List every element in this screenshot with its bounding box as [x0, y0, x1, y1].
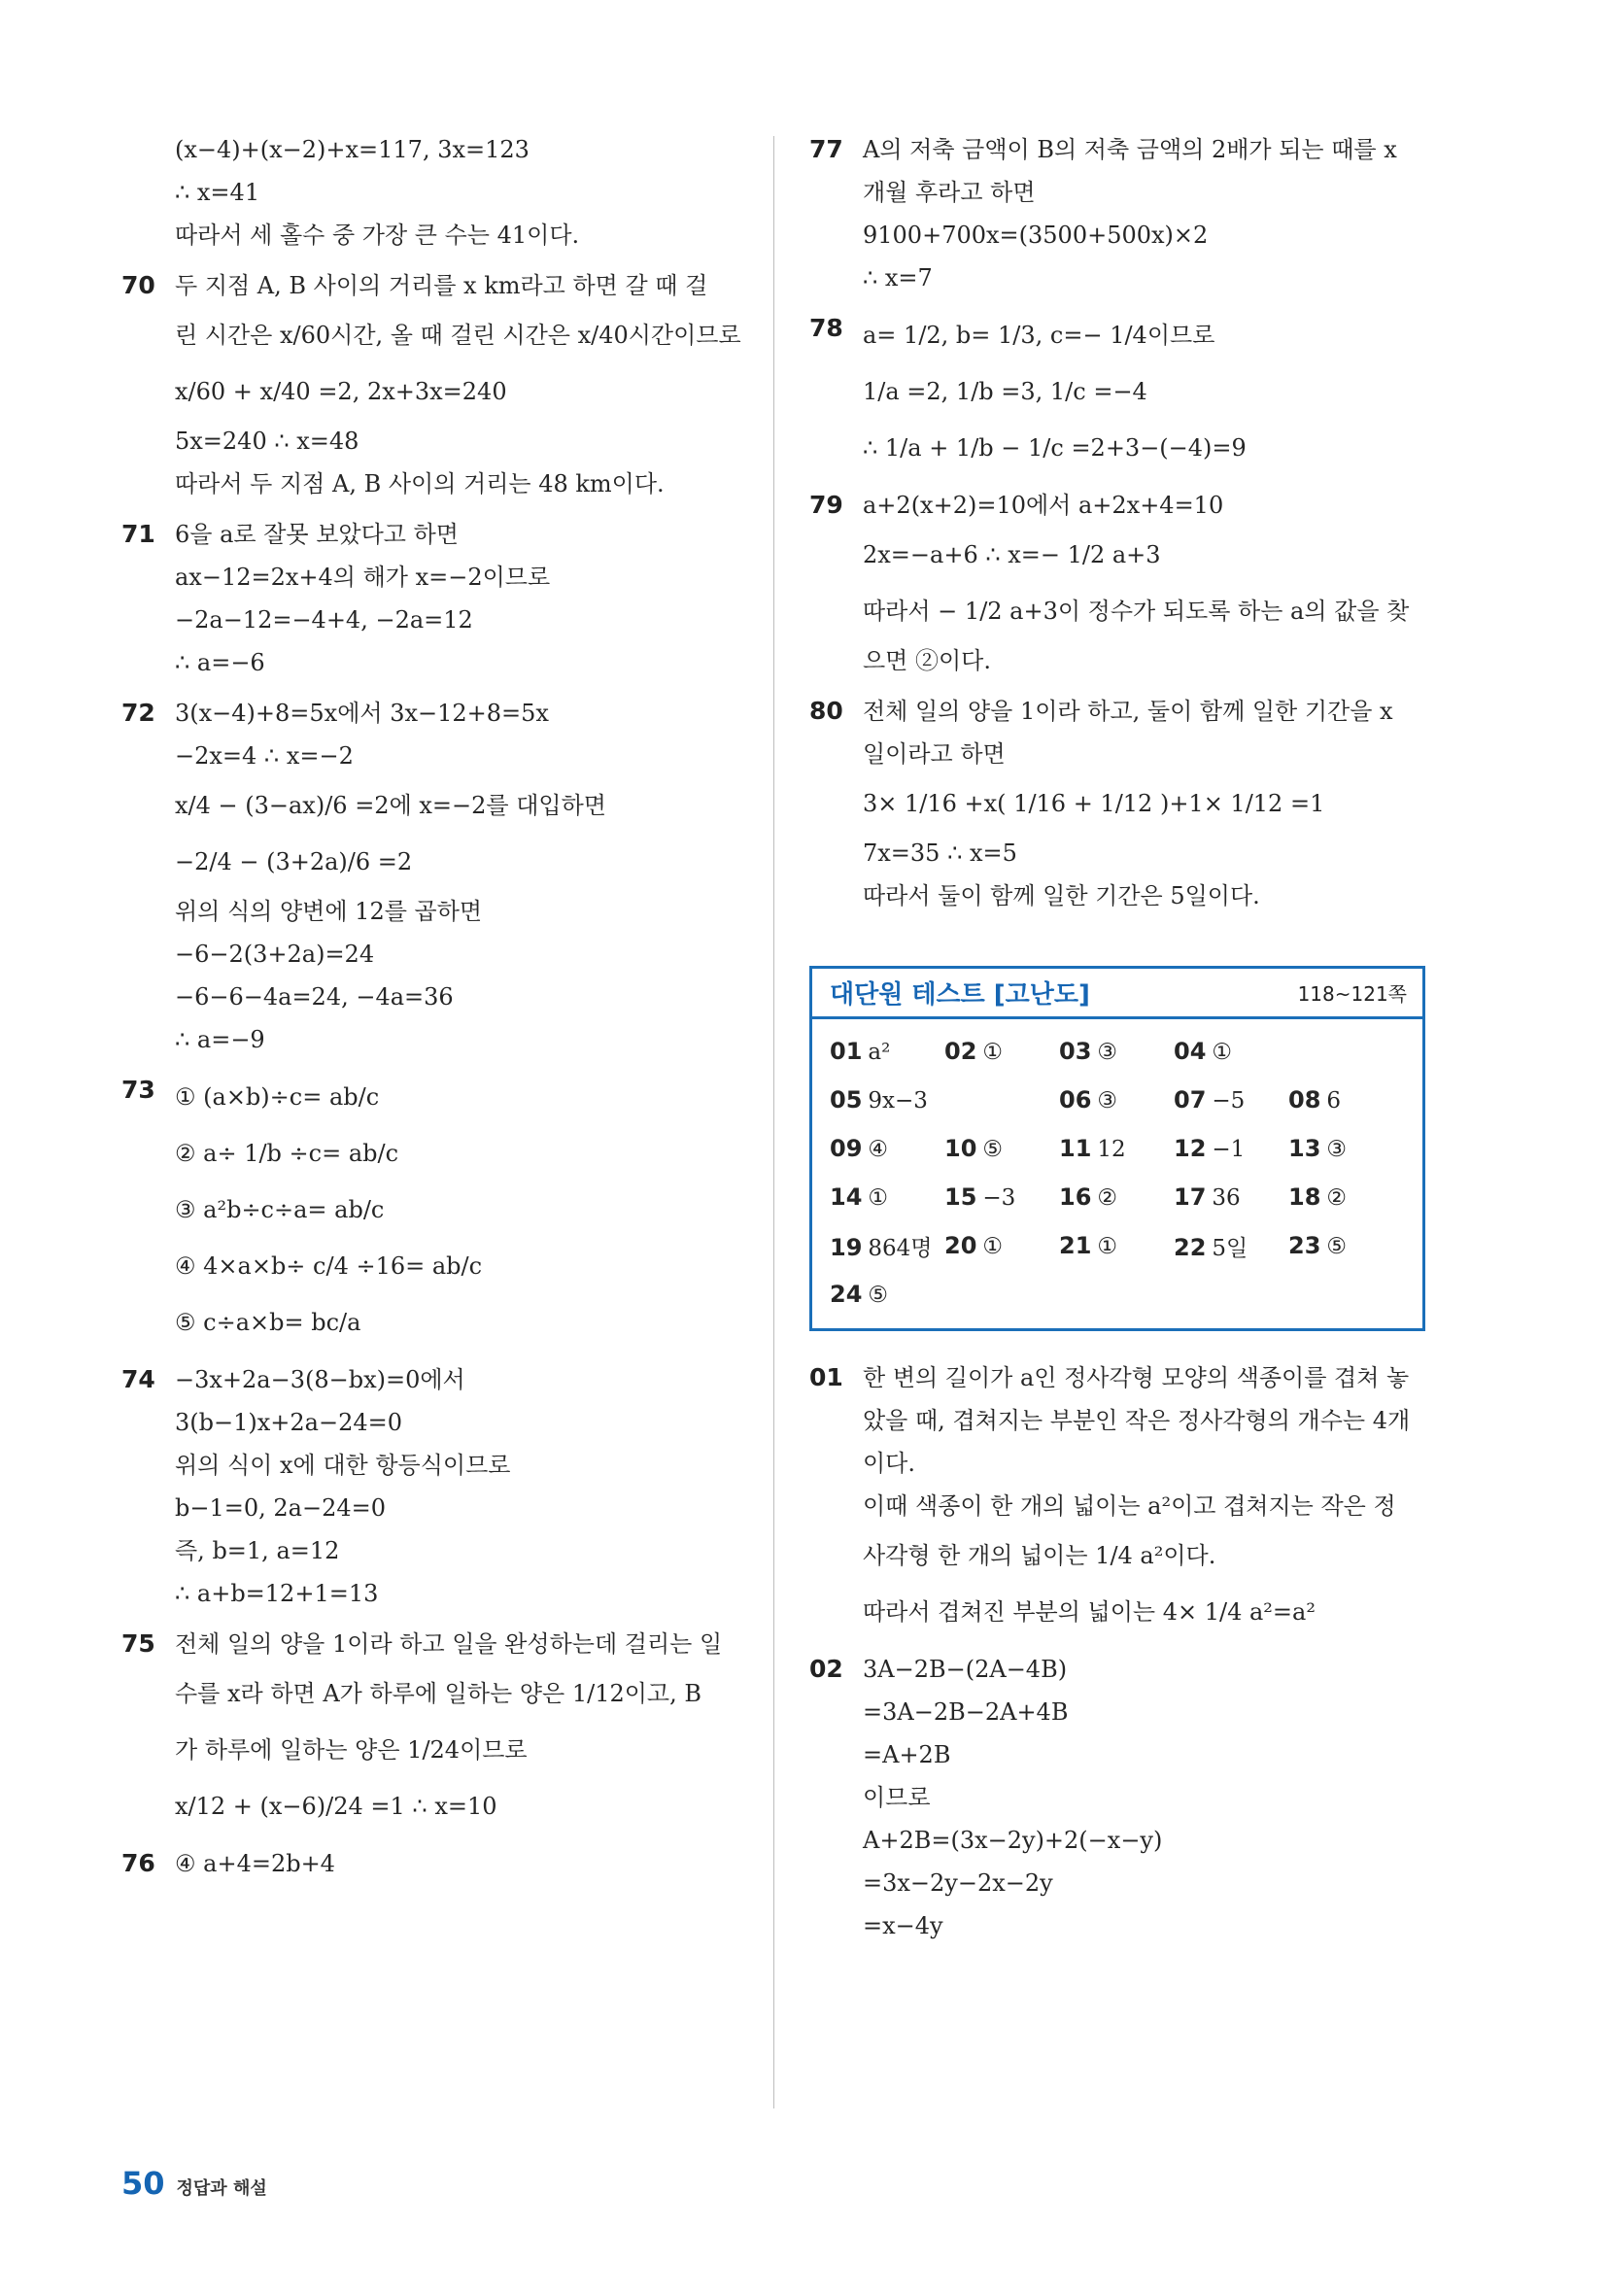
answer-cell [1288, 1232, 1403, 1259]
answer-number: 08 [1288, 1086, 1321, 1114]
solution-line: a+2(x+2)=10에서 a+2x+4=10 [863, 492, 1224, 519]
answer-cell [830, 1183, 944, 1211]
solution-line: 이므로 [863, 1784, 931, 1811]
solution-line: ∴ a=−9 [175, 1026, 265, 1053]
answer-cell [1174, 1038, 1288, 1065]
solution-line: 이다. [863, 1450, 915, 1477]
answer-value: ③ [1326, 1137, 1348, 1162]
answer-value: 36 [1212, 1185, 1241, 1211]
solution-line: −2x=4 ∴ x=−2 [175, 742, 354, 770]
answer-box [809, 966, 1425, 1331]
solution-line: 사각형 한 개의 넓이는 1/4 a²이다. [863, 1542, 1216, 1569]
solution-line: a= 1/2, b= 1/3, c=− 1/4이므로 [863, 322, 1215, 349]
answer-value: 6 [1326, 1088, 1342, 1114]
solution-line: 일이라고 하면 [863, 740, 1006, 768]
solution-line: =x−4y [863, 1912, 943, 1939]
answer-cell [1059, 1232, 1174, 1259]
problem-02 [809, 1648, 1431, 1947]
solution-line: −6−6−4a=24, −4a=36 [175, 983, 454, 1011]
solution-line: ∴ x=41 [175, 179, 260, 206]
problem-72 [121, 692, 743, 1061]
solution-line: ④ 4×a×b÷ c/4 ÷16= ab/c [175, 1252, 483, 1280]
solution-line: A의 저축 금액이 B의 저축 금액의 2배가 되는 때를 x [863, 136, 1397, 163]
answer-number: 14 [830, 1183, 863, 1211]
answer-value: ⑤ [1326, 1234, 1348, 1259]
problem-71 [121, 513, 743, 684]
problem-number: 70 [121, 271, 155, 299]
solution-line: −6−2(3+2a)=24 [175, 941, 375, 968]
page-number: 50 [121, 2165, 165, 2202]
solution-line: =A+2B [863, 1741, 951, 1768]
answer-cell [1174, 1183, 1288, 1211]
answer-value: ① [1212, 1040, 1233, 1065]
solution-line: 따라서 두 지점 A, B 사이의 거리는 48 km이다. [175, 470, 665, 497]
answer-value: ① [982, 1234, 1004, 1259]
answer-number: 21 [1059, 1232, 1092, 1259]
answer-number: 04 [1174, 1038, 1207, 1065]
answer-box-header [812, 969, 1422, 1019]
answer-number: 16 [1059, 1183, 1092, 1211]
problem-continued [121, 128, 743, 257]
solution-line: 6을 a로 잘못 보았다고 하면 [175, 521, 459, 548]
answer-row [830, 1221, 1409, 1270]
answer-number: 20 [944, 1232, 977, 1259]
answer-value: a² [868, 1040, 891, 1065]
answer-value: −1 [1212, 1137, 1246, 1162]
answer-number: 01 [830, 1038, 863, 1065]
answer-value: ⑤ [982, 1137, 1004, 1162]
solution-line: 3A−2B−(2A−4B) [863, 1656, 1068, 1683]
answer-value: 12 [1097, 1137, 1126, 1162]
solution-line: x/60 + x/40 =2, 2x+3x=240 [175, 378, 507, 405]
answer-cell [830, 1135, 944, 1162]
answer-number: 15 [944, 1183, 977, 1211]
solution-line: ∴ 1/a + 1/b − 1/c =2+3−(−4)=9 [863, 434, 1247, 462]
solution-line: 전체 일의 양을 1이라 하고 일을 완성하는데 걸리는 일 [175, 1630, 723, 1658]
answer-cell [944, 1086, 1059, 1114]
answer-number: 07 [1174, 1086, 1207, 1114]
solution-line: 위의 식이 x에 대한 항등식이므로 [175, 1452, 511, 1479]
solution-line: 수를 x라 하면 A가 하루에 일하는 양은 1/12이고, B [175, 1680, 702, 1707]
problem-number: 76 [121, 1849, 155, 1877]
solution-line: ① (a×b)÷c= ab/c [175, 1083, 380, 1111]
answer-cell [1059, 1183, 1174, 1211]
problem-80 [809, 690, 1431, 917]
solution-line: 두 지점 A, B 사이의 거리를 x km라고 하면 갈 때 걸 [175, 272, 708, 299]
answer-number: 10 [944, 1135, 977, 1162]
solution-line: 1/a =2, 1/b =3, 1/c =−4 [863, 378, 1147, 405]
solution-line: A+2B=(3x−2y)+2(−x−y) [863, 1827, 1163, 1854]
solution-line: 으면 ②이다. [863, 647, 991, 674]
answer-box-title: 대단원 테스트 [고난도] [830, 980, 1090, 1010]
answer-cell [1174, 1086, 1288, 1114]
answer-number: 17 [1174, 1183, 1207, 1211]
answer-number: 09 [830, 1135, 863, 1162]
answer-box-body [812, 1019, 1422, 1328]
answer-cell [1059, 1135, 1174, 1162]
right-top-problems [809, 128, 1431, 917]
column-divider [773, 136, 774, 2108]
problem-73 [121, 1069, 743, 1351]
answer-cell [1174, 1230, 1288, 1262]
right-column [809, 128, 1431, 1955]
solution-line: ∴ x=7 [863, 264, 933, 291]
answer-number: 22 [1174, 1233, 1207, 1261]
answer-cell [944, 1038, 1059, 1065]
solution-line: ∴ a=−6 [175, 649, 265, 676]
solution-line: 7x=35 ∴ x=5 [863, 840, 1017, 867]
answer-number: 18 [1288, 1183, 1321, 1211]
solution-line: 5x=240 ∴ x=48 [175, 428, 359, 455]
answer-row [830, 1270, 1409, 1319]
answer-cell [1174, 1135, 1288, 1162]
problem-74 [121, 1358, 743, 1615]
solution-line: −2/4 − (3+2a)/6 =2 [175, 848, 413, 875]
solution-line: ③ a²b÷c÷a= ab/c [175, 1196, 385, 1223]
solution-line: 따라서 세 홀수 중 가장 큰 수는 41이다. [175, 222, 580, 249]
problem-number: 79 [809, 491, 843, 519]
answer-cell [830, 1038, 944, 1065]
answer-cell [944, 1135, 1059, 1162]
solution-line: 9100+700x=(3500+500x)×2 [863, 222, 1209, 249]
answer-row [830, 1124, 1409, 1173]
answer-number: 02 [944, 1038, 977, 1065]
solution-line: 즉, b=1, a=12 [175, 1537, 340, 1564]
answer-row [830, 1027, 1409, 1076]
solution-line: −2a−12=−4+4, −2a=12 [175, 606, 473, 634]
solution-line: 위의 식의 양변에 12를 곱하면 [175, 898, 483, 925]
problem-number: 77 [809, 135, 843, 163]
answer-value: ④ [868, 1137, 889, 1162]
solution-line: 3(b−1)x+2a−24=0 [175, 1409, 402, 1436]
solution-line: =3x−2y−2x−2y [863, 1869, 1053, 1897]
problem-79 [809, 484, 1431, 682]
answer-cell [1288, 1086, 1403, 1114]
problem-number: 73 [121, 1076, 155, 1104]
solution-line: =3A−2B−2A+4B [863, 1698, 1069, 1726]
problem-75 [121, 1623, 743, 1834]
solution-line: (x−4)+(x−2)+x=117, 3x=123 [175, 136, 530, 163]
solution-line: x/4 − (3−ax)/6 =2에 x=−2를 대입하면 [175, 792, 606, 819]
answer-number: 03 [1059, 1038, 1092, 1065]
solution-line: ax−12=2x+4의 해가 x=−2이므로 [175, 564, 551, 591]
solution-line: 3(x−4)+8=5x에서 3x−12+8=5x [175, 700, 549, 727]
answer-cell [1059, 1086, 1174, 1114]
answer-number: 13 [1288, 1135, 1321, 1162]
problem-number: 72 [121, 699, 155, 727]
problem-number: 01 [809, 1363, 843, 1391]
solution-line: 한 변의 길이가 a인 정사각형 모양의 색종이를 겹쳐 놓 [863, 1364, 1410, 1391]
solution-line: 2x=−a+6 ∴ x=− 1/2 a+3 [863, 541, 1161, 568]
answer-value: −5 [1212, 1088, 1246, 1114]
answer-cell [944, 1183, 1059, 1211]
solution-line: 개월 후라고 하면 [863, 179, 1036, 206]
answer-number: 11 [1059, 1135, 1092, 1162]
problem-number: 80 [809, 697, 843, 725]
answer-value: ① [868, 1185, 889, 1211]
answer-value: ② [1097, 1185, 1118, 1211]
answer-value: 864명 [868, 1235, 933, 1261]
answer-cell [1059, 1038, 1174, 1065]
answer-cell [830, 1281, 944, 1308]
solution-line: 따라서 − 1/2 a+3이 정수가 되도록 하는 a의 값을 찾 [863, 598, 1410, 625]
problem-number: 71 [121, 520, 155, 548]
solution-line: 이때 색종이 한 개의 넓이는 a²이고 겹쳐지는 작은 정 [863, 1492, 1396, 1520]
answer-value: 9x−3 [868, 1088, 928, 1114]
answer-value: ① [1097, 1234, 1118, 1259]
answer-number: 12 [1174, 1135, 1207, 1162]
right-bottom-problems [809, 1356, 1431, 1947]
solution-line: 3× 1/16 +x( 1/16 + 1/12 )+1× 1/12 =1 [863, 790, 1325, 817]
problem-77 [809, 128, 1431, 299]
solution-line: 따라서 겹쳐진 부분의 넓이는 4× 1/4 a²=a² [863, 1598, 1316, 1626]
answer-value: ⑤ [868, 1283, 889, 1308]
solution-line: 따라서 둘이 함께 일한 기간은 5일이다. [863, 882, 1260, 909]
left-column [121, 128, 743, 1893]
answer-value: ③ [1097, 1040, 1118, 1065]
problem-70 [121, 264, 743, 505]
answer-row [830, 1173, 1409, 1221]
answer-value: ① [982, 1040, 1004, 1065]
answer-value: ② [1326, 1185, 1348, 1211]
problem-number: 75 [121, 1629, 155, 1658]
problem-78 [809, 307, 1431, 476]
problem-number: 02 [809, 1655, 843, 1683]
solution-line: 았을 때, 겹쳐지는 부분인 작은 정사각형의 개수는 4개 [863, 1407, 1411, 1434]
answer-cell [830, 1230, 944, 1262]
answer-value: ③ [1097, 1088, 1118, 1114]
problem-01 [809, 1356, 1431, 1640]
solution-line: ⑤ c÷a×b= bc/a [175, 1309, 361, 1336]
problem-number: 74 [121, 1365, 155, 1393]
answer-number: 05 [830, 1086, 863, 1114]
solution-line: 린 시간은 x/60시간, 올 때 걸린 시간은 x/40시간이므로 [175, 322, 741, 349]
page-footer [121, 2165, 267, 2202]
solution-line: 가 하루에 일하는 양은 1/24이므로 [175, 1736, 528, 1764]
solution-line: b−1=0, 2a−24=0 [175, 1494, 386, 1522]
solution-line: ∴ a+b=12+1=13 [175, 1580, 379, 1607]
solution-line: ④ a+4=2b+4 [175, 1850, 335, 1877]
answer-box-pages: 118~121쪽 [1297, 982, 1407, 1006]
book-section-label: 정답과 해설 [176, 2178, 267, 2199]
answer-cell [944, 1232, 1059, 1259]
answer-value: −3 [982, 1185, 1016, 1211]
solution-line: x/12 + (x−6)/24 =1 ∴ x=10 [175, 1793, 497, 1820]
answer-cell [1288, 1183, 1403, 1211]
solution-line: −3x+2a−3(8−bx)=0에서 [175, 1366, 465, 1393]
answer-number: 23 [1288, 1232, 1321, 1259]
answer-number: 24 [830, 1281, 863, 1308]
solution-line: ② a÷ 1/b ÷c= ab/c [175, 1140, 399, 1167]
answer-cell [1288, 1135, 1403, 1162]
solution-line: 전체 일의 양을 1이라 하고, 둘이 함께 일한 기간을 x [863, 698, 1393, 725]
answer-cell [830, 1086, 944, 1114]
problem-76 [121, 1842, 743, 1885]
answer-number: 06 [1059, 1086, 1092, 1114]
problem-number: 78 [809, 314, 843, 342]
answer-row [830, 1076, 1409, 1124]
answer-number: 19 [830, 1233, 863, 1261]
answer-value: 5일 [1212, 1235, 1248, 1261]
